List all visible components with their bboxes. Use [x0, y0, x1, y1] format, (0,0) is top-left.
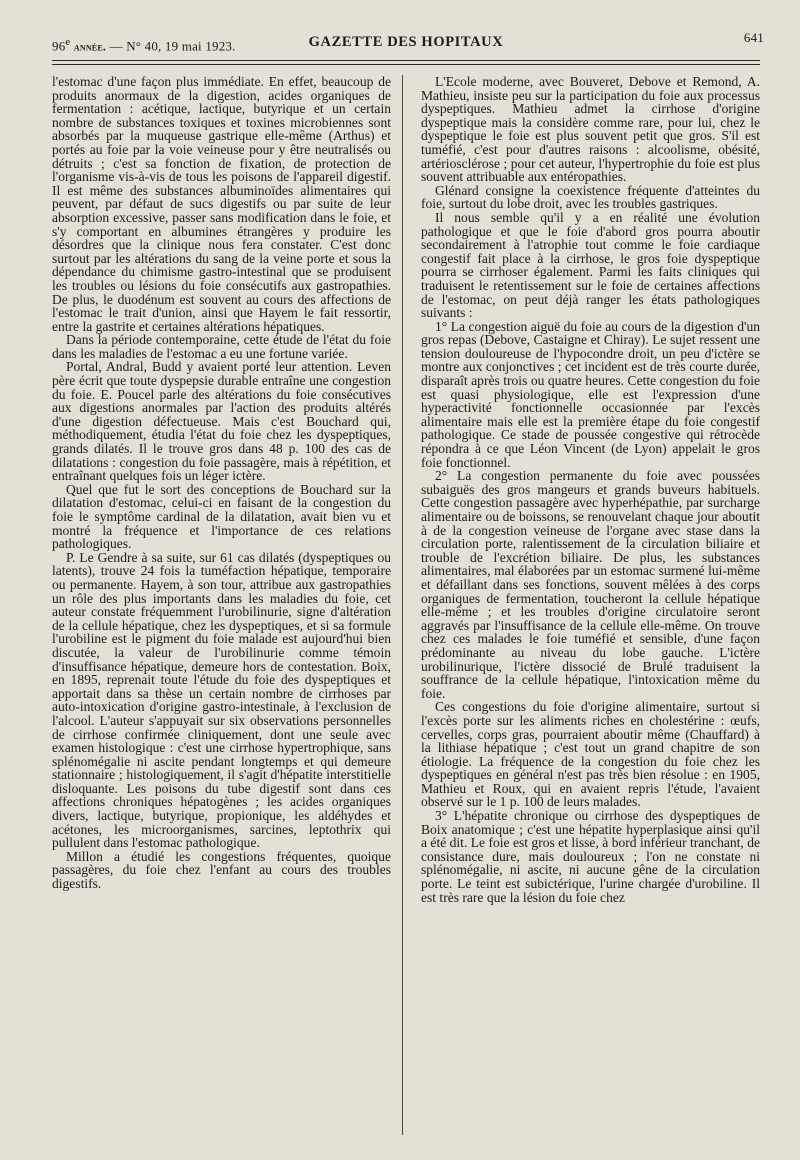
- column-divider: [402, 75, 403, 1135]
- issue-date: — N° 40, 19 mai 1923.: [106, 38, 236, 54]
- journal-title: GAZETTE DES HOPITAUX: [308, 34, 504, 50]
- issue-ordinal-suffix: e: [65, 36, 71, 48]
- paragraph: L'Ecole moderne, avec Bouveret, Debove et Remond, A. Mathieu, insiste peu sur la participation du foie aux processus dyspeptiques. Mathieu admet la cirrhose d'origine dyspeptique mais la considère comme rare, pour lui, chez le dyspeptique le foie est plus souvent petit que gros. S'il est tuméfié, c'est pour d'autres raisons : alcoolisme, obésité, artériosclérose ; pour cet auteur, l'hypertrophie du foie est plus souvent attribuable aux entéropathies.: [421, 74, 760, 185]
- paragraph: Glénard consigne la coexistence fréquente d'atteintes du foie, surtout du lobe droit, avec les troubles gastriques.: [421, 182, 760, 212]
- page-header: [52, 26, 764, 54]
- right-column: [421, 75, 760, 904]
- paragraph: Dans la période contemporaine, cette étude de l'état du foie dans les maladies de l'estomac a eu une fortune variée.: [52, 332, 391, 361]
- paragraph: Millon a étudié les congestions fréquentes, quoique passagères, du foie chez l'enfant au cours des troubles digestifs.: [52, 848, 391, 892]
- paragraph: 3° L'hépatite chronique ou cirrhose des dyspeptiques de Boix anatomique ; c'est une hépatite hyperplasique ainsi qu'il a été dit. Le foie est gros et lisse, à bord inférieur tranchant, de consistance dure, mais douloureux ; l'on ne constate ni splénomégalie, ni ascite, ni aucune gêne de la circulation porte. Le teint est subictérique, l'urine chargée d'urobiline. Il est très rare que la lésion du foie chez: [421, 808, 760, 905]
- paragraph: Quel que fut le sort des conceptions de Bouchard sur la dilatation d'estomac, celui-ci en faisant de la congestion du foie le symptôme cardinal de la dilatation, avait bien vu et montré la fréquence et l'importance de ces relations pathologiques.: [52, 481, 391, 552]
- paragraph: Ces congestions du foie d'origine alimentaire, surtout si l'excès porte sur les aliments riches en cholestérine : œufs, cervelles, corps gras, pourraient aboutir même (Chauffard) à la lithiase hépatique ; c'est tout un grand chapitre de son étiologie. La fréquence de la congestion du foie chez les dyspeptiques en général n'est pas très bien résolue : en 1905, Mathieu et Roux, qui en avaient repris l'étude, l'avaient observé sur le 1 p. 100 de leurs malades.: [421, 699, 760, 810]
- issue-number: 96: [52, 38, 66, 54]
- paragraph: P. Le Gendre à sa suite, sur 61 cas dilatés (dyspeptiques ou latents), trouve 24 fois la tuméfaction hépatique, temporaire ou permanente. Hayem, à son tour, attribue aux gastropathies un rôle des plus importants dans les maladies du foie, cet auteur constate fréquemment l'urobilinurie, signe d'altération de la cellule hépatique, chez les dyspeptiques, et si sa formule l'urobiline est le pigment du foie malade est aujourd'hui bien discutée, la valeur de l'urobilinurie comme témoin d'insuffisance hépatique, demeure hors de contestation. Boix, en 1895, reprenait toute l'étude du foie des dyspeptiques et apportait dans sa thèse un certain nombre de cirrhoses par auto-intoxication d'origine gastro-intestinale, à l'exclusion de l'alcool. L'auteur s'appuyait sur six observations personnelles de cirrhose confirmée cliniquement, dont une seule avec examen histologique : c'est une cirrhose hypertrophique, sans splénomégalie ni ascite pendant longtemps et qui demeure stationnaire ; histologiquement, il s'agit d'hépatite interstitielle disloquante. Les poisons du tube digestif sont dans ces affections chroniques hépatogènes ; les acides organiques divers, lactique, butyrique, propionique, les aldéhydes et acétones, les microorganismes, sarcines, leptothrix qui pullulent dans l'estomac pathologique.: [52, 549, 391, 851]
- paragraph: l'estomac d'une façon plus immédiate. En effet, beaucoup de produits anormaux de la digestion, acides organiques de fermentation : acétique, lactique, butyrique et un certain nombre de substances toxiques et toxines microbiennes sont absorbés par la muqueuse gastrique elle-même (Arthus) et portés au foie par la voie veineuse pour y être neutralisés ou détruits ; c'est sa fonction de fixation, de protection de l'organisme vis-à-vis de tous les poisons de l'appareil digestif. Il est même des substances albuminoïdes alimentaires qui peuvent, par défaut de sucs digestifs ou par suite de leur absorption excessive, passer sans modification dans le foie, et s'y comportant en albumines étrangères y produire les désordres que la clinique nous fera constater. C'est donc surtout par les altérations du sang de la veine porte et sous la dépendance du chimisme gastro-intestinal que se produisent les troubles ou lésions du foie consécutifs aux gastropathies. De plus, le duodénum est souvent au cours des affections de l'estomac le trait d'union, ainsi que Hayem le fait ressortir, entre la gastrite et certaines altérations hépatiques.: [52, 74, 391, 334]
- issue-year-word: année.: [73, 39, 107, 54]
- left-column: [52, 75, 391, 904]
- page-number: 641: [743, 30, 764, 45]
- paragraph: 1° La congestion aiguë du foie au cours de la digestion d'un gros repas (Debove, Castaigne et Chiray). Le sujet ressent une tension douloureuse de l'hypocondre droit, un peu d'ictère se montre aux conjonctives ; cet incident est de très courte durée, disparaît après trois ou quatre heures. Cette congestion du foie est quasi physiologique, elle est l'expression d'une hyperactivité fonctionnelle occasionnée par l'excès alimentaire mais elle est la première étape du foie congestif pathologique. Ce stade de poussée congestive qui rétrocède répondra à ce que Léon Vincent (de Lyon) appelait le gros foie fonctionnel.: [421, 318, 760, 470]
- paragraph: Portal, Andral, Budd y avaient porté leur attention. Leven père écrit que toute dyspepsie durable entraîne une congestion du foie. E. Poucel parle des altérations du foie consécutives aux digestions anormales par l'action des produits altérés d'une digestion défectueuse. Mais c'est Bouchard qui, méthodiquement, étudia l'état du foie chez les dyspeptiques, grands dilatés. Il le trouve gros dans 48 p. 100 des cas de dilatations : congestion du foie passagère, mais à répétition, et entraînant quelques fois un léger ictère.: [52, 359, 391, 484]
- paragraph: 2° La congestion permanente du foie avec poussées subaiguës des gros mangeurs et grands buveurs habituels. Cette congestion passagère avec hyperhépathie, par surcharge alimentaire ou de boissons, se renouvelant chaque jour aboutit à de la congestion veineuse de l'organe avec stase dans la circulation porte, ralentissement de la circulation biliaire et trouble de l'excrétion biliaire. De plus, les substances alimentaires, mal élaborées par un estomac surmené lui-même et défaillant dans ses fonctions, souvent mêlées à des corps organiques de fermentation, toucheront la cellule hépatique elle-même ; et les troubles d'origine circulatoire seront aggravés par l'insuffisance de la cellule elle-même. On trouve chez ces malades le foie tuméfié et sensible, d'une façon prédominante au niveau du lobe gauche. L'ictère urobilinurique, l'ictère dissocié de Brulé traduisent la souffrance de la cellule hépatique, l'intoxication même du foie.: [421, 468, 760, 701]
- header-rule: [52, 60, 760, 65]
- text-columns: [52, 75, 760, 904]
- paragraph: Il nous semble qu'il y a en réalité une évolution pathologique et que le foie d'abord gros pourra aboutir secondairement à l'atrophie tout comme le foie cardiaque congestif fait place à la cirrhose, le gros foie dyspeptique pourra se cirrhoser également. Parmi les faits cliniques qui traduisent le retentissement sur le foie de certaines affections de l'estomac, on peut déjà ranger les états pathologiques suivants :: [421, 209, 760, 321]
